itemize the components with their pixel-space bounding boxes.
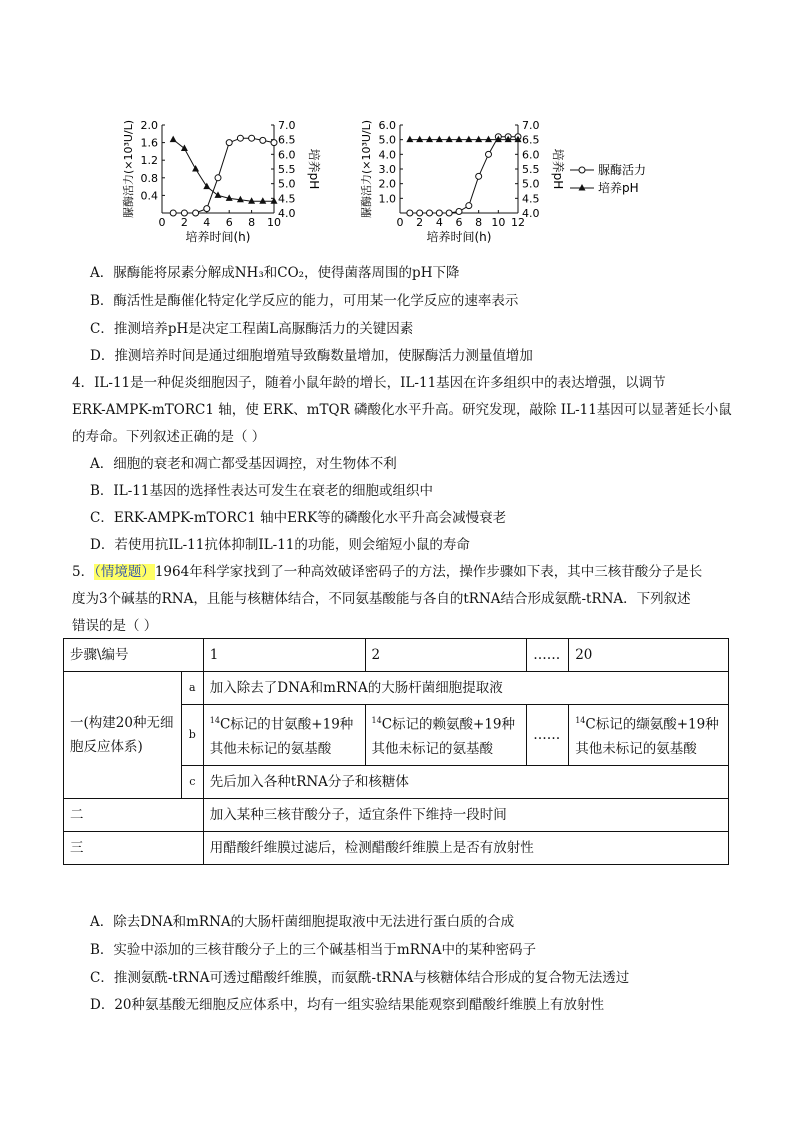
series-line xyxy=(173,140,274,202)
b-cell-valine: $^{14}$C标记的缬氨酸+19种其他未标记的氨基酸 xyxy=(569,705,729,766)
data-point xyxy=(249,135,255,141)
q5-tag: （情境题） xyxy=(94,564,155,580)
q4-option-b: B．IL-11基因的选择性表达可发生在衰老的细胞或组织中 xyxy=(90,483,433,499)
data-point xyxy=(215,191,222,198)
data-point xyxy=(446,210,452,216)
y-left-tick-label: 1.2 xyxy=(140,154,158,168)
q4-option-c: C．ERK-AMPK-mTORC1 轴中ERK等的磷酸化水平升高会减慢衰老 xyxy=(90,510,507,526)
x-tick-label: 0 xyxy=(396,216,404,229)
chart-1 xyxy=(110,100,330,250)
y-right-tick-label: 6.0 xyxy=(278,148,296,162)
q5-stem-text: 1964年科学家找到了一种高效破译密码子的方法，操作步骤如下表，其中三核苷酸分子是长 xyxy=(154,564,703,580)
data-point xyxy=(486,151,492,157)
data-point xyxy=(427,210,433,216)
step3-text: 用醋酸纤维膜过滤后，检测醋酸纤维膜上是否有放射性 xyxy=(203,831,728,864)
legend-marker xyxy=(579,167,585,173)
data-point xyxy=(456,209,462,215)
y-left-axis-label: 脲酶活力(×10³U/L) xyxy=(360,119,373,219)
data-point xyxy=(485,136,492,143)
data-point xyxy=(181,144,188,151)
legend-marker xyxy=(579,184,586,191)
data-point xyxy=(259,197,266,204)
data-point xyxy=(271,140,277,146)
data-point xyxy=(406,136,413,143)
sub-b-label: b xyxy=(181,705,203,766)
data-point xyxy=(436,136,443,143)
table-row-step2 xyxy=(64,798,729,831)
step2-label: 二 xyxy=(64,798,204,831)
sub-c-label: c xyxy=(181,765,203,798)
y-right-axis-label: 培养pH xyxy=(551,148,565,190)
x-tick-label: 6 xyxy=(455,216,463,229)
x-tick-label: 8 xyxy=(248,216,256,229)
x-tick-label: 12 xyxy=(511,216,525,229)
b-cell-ellipsis: …… xyxy=(527,705,569,766)
y-right-tick-label: 4.0 xyxy=(278,207,296,220)
y-right-axis-label: 培养pH xyxy=(307,148,321,190)
y-right-tick-label: 5.5 xyxy=(522,163,540,176)
x-tick-label: 4 xyxy=(203,216,211,229)
data-point xyxy=(193,210,199,216)
step1-label: 一(构建20种无细胞反应体系) xyxy=(64,672,182,799)
header-col-1: 1 xyxy=(203,639,365,672)
chart-2 xyxy=(345,100,685,250)
series-line xyxy=(173,138,274,213)
data-point xyxy=(426,136,433,143)
data-point xyxy=(260,137,266,143)
q5-option-b: B．实验中添加的三核苷酸分子上的三个碱基相当于mRNA中的某种密码子 xyxy=(90,942,536,958)
x-tick-label: 10 xyxy=(491,216,506,229)
data-point xyxy=(226,140,232,146)
y-left-tick-label: 3.0 xyxy=(378,163,396,176)
header-col-2: 2 xyxy=(365,639,527,672)
sub-a-label: a xyxy=(181,672,203,705)
q3-option-d: D．推测培养时间是通过细胞增殖导致酶数量增加，使脲酶活力测量值增加 xyxy=(90,348,533,364)
header-step-number: 步骤\编号 xyxy=(64,639,204,672)
y-left-tick-label: 1.0 xyxy=(378,192,396,206)
data-point xyxy=(204,206,210,212)
data-point xyxy=(436,210,442,216)
data-point xyxy=(456,136,463,143)
y-left-tick-label: 2.0 xyxy=(378,177,396,191)
x-axis-label: 培养时间(h) xyxy=(185,230,251,244)
y-left-tick-label: 5.0 xyxy=(378,133,396,147)
q5-stem-line2: 度为3个碱基的RNA，且能与核糖体结合，不同氨基酸能与各自的tRNA结合形成氨酰-tRNA．下列叙述 xyxy=(72,591,691,607)
data-point xyxy=(417,210,423,216)
sub-a-text: 加入除去了DNA和mRNA的大肠杆菌细胞提取液 xyxy=(203,672,728,705)
q3-option-a: A．脲酶能将尿素分解成NH₃和CO₂，使得菌落周围的pH下降 xyxy=(90,265,460,281)
data-point xyxy=(475,136,482,143)
q4-option-d: D．若使用抗IL-11抗体抑制IL-11的功能，则会缩短小鼠的寿命 xyxy=(90,537,470,553)
y-right-tick-label: 7.0 xyxy=(278,119,296,132)
y-left-axis-label: 脲酶活力(×10³U/L) xyxy=(122,119,135,219)
x-tick-label: 6 xyxy=(225,216,233,229)
q5-stem-line3: 错误的是（ ） xyxy=(72,618,158,634)
step3-label: 三 xyxy=(64,831,204,864)
q5-option-d: D．20种氨基酸无细胞反应体系中，均有一组实验结果能观察到醋酸纤维膜上有放射性 xyxy=(90,997,605,1013)
data-point xyxy=(476,173,482,179)
data-point xyxy=(446,136,453,143)
y-left-tick-label: 4.0 xyxy=(378,148,396,162)
data-point xyxy=(170,210,176,216)
q3-option-b: B．酶活性是酶催化特定化学反应的能力，可用某一化学反应的速率表示 xyxy=(90,293,519,309)
data-point xyxy=(215,175,221,181)
q5-stem-line1 xyxy=(72,563,702,581)
header-col-ellipsis: …… xyxy=(527,639,569,672)
x-axis-label: 培养时间(h) xyxy=(426,230,492,244)
q5-number: 5． xyxy=(72,564,95,580)
q4-stem-line2: ERK-AMPK-mTORC1 轴，使 ERK、mTQR 磷酸化水平升高。研究发现，敲除 IL-11基因可以显著延长小鼠 xyxy=(72,402,732,418)
y-right-tick-label: 5.0 xyxy=(278,177,296,191)
legend-label: 培养pH xyxy=(598,181,639,195)
data-point xyxy=(181,210,187,216)
data-point xyxy=(170,136,177,143)
q4-option-a: A．细胞的衰老和凋亡都受基因调控，对生物体不利 xyxy=(90,456,397,472)
y-right-tick-label: 7.0 xyxy=(522,119,540,132)
y-right-tick-label: 4.5 xyxy=(278,192,296,206)
table-header-row xyxy=(64,639,729,672)
data-point xyxy=(192,165,199,172)
y-right-tick-label: 6.5 xyxy=(278,133,296,147)
y-left-tick-label: 1.6 xyxy=(140,136,158,150)
x-tick-label: 8 xyxy=(475,216,483,229)
table-row-a xyxy=(64,672,729,705)
table-row-step3 xyxy=(64,831,729,864)
x-tick-label: 4 xyxy=(435,216,443,229)
q4-stem-line1: 4．IL-11是一种促炎细胞因子，随着小鼠年龄的增长，IL-11基因在许多组织中的表达增强，以调节 xyxy=(72,375,666,391)
q5-option-c: C．推测氨酰-tRNA可透过醋酸纤维膜，而氨酰-tRNA与核糖体结合形成的复合物无法透过 xyxy=(90,970,630,986)
x-tick-label: 2 xyxy=(180,216,188,229)
step2-text: 加入某种三核苷酸分子，适宜条件下维持一段时间 xyxy=(203,798,728,831)
y-left-tick-label: 0.8 xyxy=(140,171,158,185)
x-tick-label: 0 xyxy=(158,216,166,229)
y-right-tick-label: 4.5 xyxy=(522,192,540,206)
y-left-tick-label: 0.4 xyxy=(140,189,158,203)
data-point xyxy=(416,136,423,143)
x-tick-label: 2 xyxy=(416,216,424,229)
q5-option-a: A．除去DNA和mRNA的大肠杆菌细胞提取液中无法进行蛋白质的合成 xyxy=(90,914,515,930)
x-tick-label: 10 xyxy=(267,216,281,229)
y-left-tick-label: 6.0 xyxy=(378,119,396,132)
y-right-tick-label: 5.0 xyxy=(522,177,540,191)
data-point xyxy=(465,136,472,143)
legend-label: 脲酶活力 xyxy=(598,163,647,177)
data-point xyxy=(407,210,413,216)
y-right-tick-label: 4.0 xyxy=(522,207,540,220)
header-col-20: 20 xyxy=(569,639,729,672)
series-line xyxy=(410,137,518,213)
y-right-tick-label: 6.0 xyxy=(522,148,540,162)
sub-c-text: 先后加入各种tRNA分子和核糖体 xyxy=(203,765,728,798)
b-cell-glycine: $^{14}$C标记的甘氨酸+19种其他未标记的氨基酸 xyxy=(203,705,365,766)
data-point xyxy=(237,135,243,141)
y-right-tick-label: 6.5 xyxy=(522,133,540,147)
y-right-tick-label: 5.5 xyxy=(278,163,296,176)
q4-stem-line3: 的寿命。下列叙述正确的是（ ） xyxy=(72,429,266,445)
data-point xyxy=(466,203,472,209)
b-cell-lysine: $^{14}$C标记的赖氨酸+19种其他未标记的氨基酸 xyxy=(365,705,527,766)
q5-steps-table xyxy=(63,638,729,865)
q3-option-c: C．推测培养pH是决定工程菌L高脲酶活力的关键因素 xyxy=(90,321,414,337)
y-left-tick-label: 2.0 xyxy=(140,119,158,132)
